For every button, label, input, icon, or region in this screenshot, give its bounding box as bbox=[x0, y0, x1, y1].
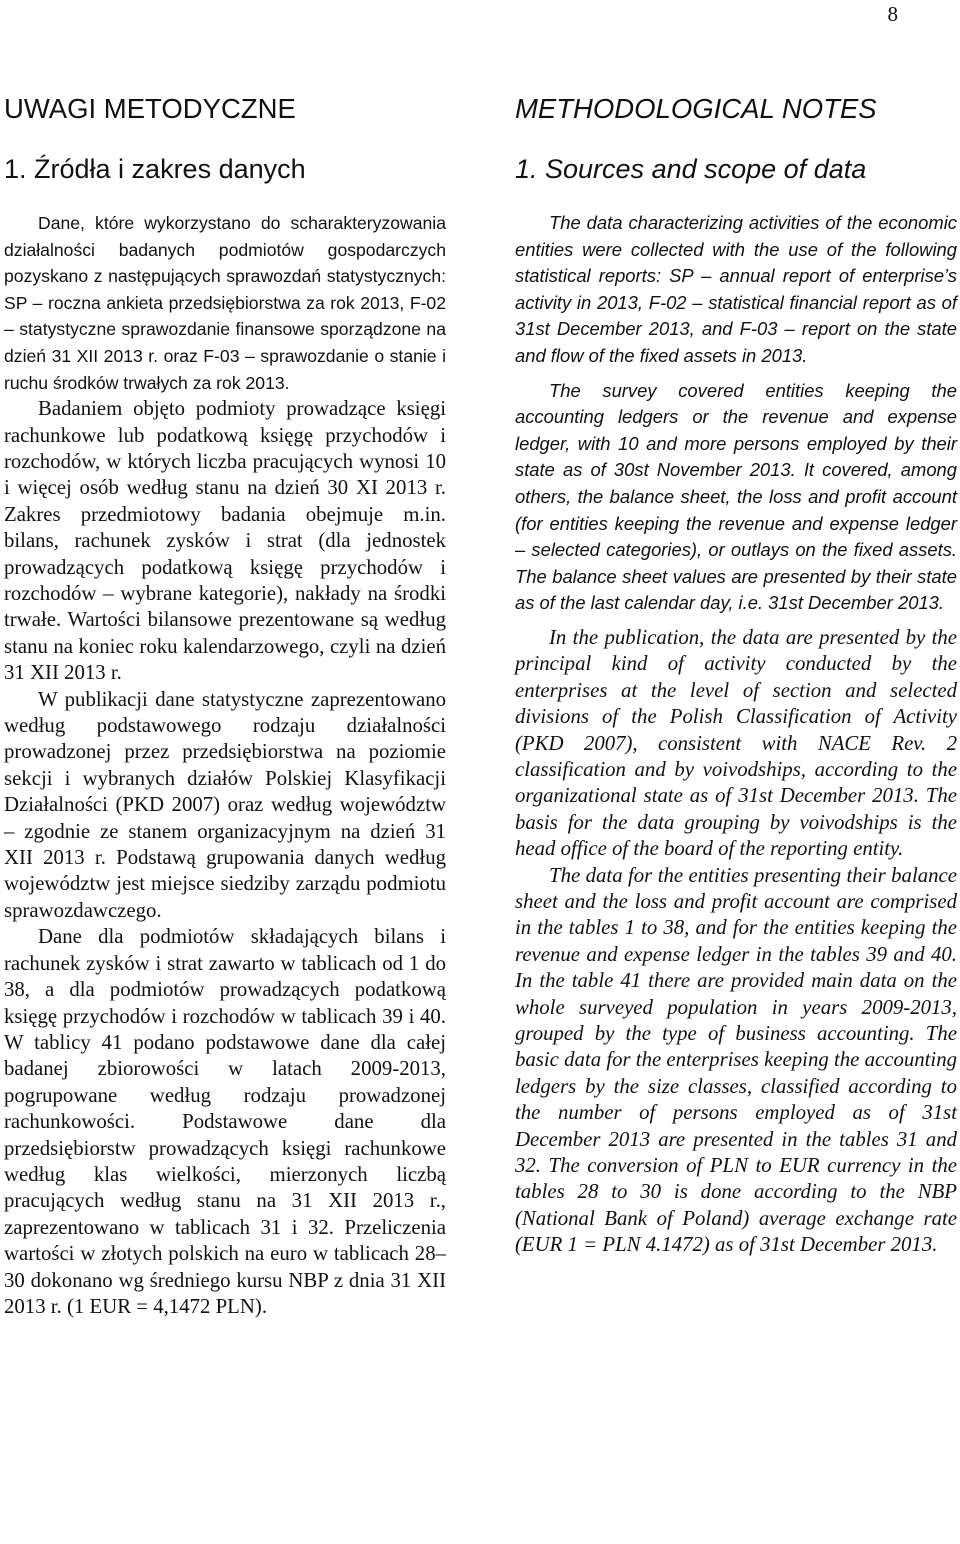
paragraph-tables: Dane dla podmiotów składających bilans i rachunek zysków i strat zawarto w tablicach od 1 do 38, a dla podmiotów prowadzących podatkową księgę przychodów i rozchodów w tablicach 39 i 40. W tablicy 41 podano podstawowe dane dla całej badanej zbiorowości w latach 2009-2013, pogrupowane według rodzaju prowadzonej rachunkowości. Podstawowe dane dla przedsiębiorstw prowadzących księgi rachunkowe według klas wielkości, mierzonych liczbą pracujących według stanu na 31 XII 2013 r., zaprezentowano w tablicach 31 i 32. Przeliczenia wartości w złotych polskich na euro w tablicach 28–30 dokonano wg średniego kursu NBP z dnia 31 XII 2013 r. (1 EUR = 4,1472 PLN). bbox=[4, 925, 446, 1318]
paragraph-survey-scope: Badaniem objęto podmioty prowadzące księgi rachunkowe lub podatkową księgę przychodów i rozchodów, w których liczba pracujących wynosi 10 i więcej osób według stanu na dzień 30 XI 2013 r. Zakres przedmiotowy badania obejmuje m.in. bilans, rachunek zysków i strat (dla jednostek prowadzących podatkową księgę przychodów i rozchodów – wybrane kategorie), nakłady na środki trwałe. Wartości bilansowe prezentowane są według stanu na koniec roku kalendarzowego, czyli na dzień 31 XII 2013 r. bbox=[4, 397, 446, 685]
paragraph-sources: The data characterizing activities of the economic entities were collected with the use of the following statistical reports: SP – annual report of enterprise’s activity in 2013, F-02 – statistical financial report as of 31st December 2013, and F-03 – report on the state and flow of the fixed assets in 2013. bbox=[515, 212, 957, 366]
subsection-heading: 1. Źródła i zakres danych bbox=[4, 154, 306, 184]
polish-column bbox=[4, 90, 446, 1320]
paragraph-sources: Dane, które wykorzystano do scharakteryzowania działalności badanych podmiotów gospodarczych pozyskano z następujących sprawozdań statystycznych: SP – roczna ankieta przedsiębiorstwa za rok 2013, F-02 – statystyczne sprawozdanie finansowe sporządzone na dzień 31 XII 2013 r. oraz F-03 – sprawozdanie o stanie i ruchu środków trwałych za rok 2013. bbox=[4, 213, 446, 393]
section-heading: UWAGI METODYCZNE bbox=[4, 93, 296, 124]
paragraph-classification: W publikacji dane statystyczne zaprezentowano według podstawowego rodzaju działalności prowadzonej przez przedsiębiorstwa na poziomie sekcji i wybranych działów Polskiej Klasyfikacji Działalności (PKD 2007) oraz według województw – zgodnie ze stanem organizacyjnym na dzień 31 XII 2013 r. Podstawą grupowania danych według województw jest miejsce siedziby zarządu podmiotu sprawozdawczego. bbox=[4, 687, 446, 922]
paragraph-tables: The data for the entities presenting their balance sheet and the loss and profit account are comprised in the tables 1 to 38, and for the entities keeping the revenue and expense ledger in the tables 39 and 40. In the table 41 there are provided main data on the whole surveyed population in years 2009-2013, grouped by the type of business accounting. The basic data for the enterprises keeping the accounting ledgers by the size classes, classified according to the number of persons employed as of 31st December 2013 are presented in the tables 31 and 32. The conversion of PLN to EUR currency in the tables 28 to 30 is done according to the NBP (National Bank of Poland) average exchange rate (EUR 1 = PLN 4.1472) as of 31st December 2013. bbox=[515, 863, 957, 1257]
subsection-heading: 1. Sources and scope of data bbox=[515, 154, 867, 184]
paragraph-classification: In the publication, the data are presented by the principal kind of activity conducted by the enterprises at the level of section and selected divisions of the Polish Classification of Activity (PKD 2007), consistent with NACE Rev. 2 classification and by voivodships, according to the organizational state as of 31st December 2013. The basis for the data grouping by voivodships is the head office of the board of the reporting entity. bbox=[515, 625, 957, 861]
english-column bbox=[515, 90, 957, 1259]
section-heading: METHODOLOGICAL NOTES bbox=[515, 93, 877, 124]
paragraph-survey-scope: The survey covered entities keeping the accounting ledgers or the revenue and expense ledger, with 10 and more persons employed by their state as of 30st November 2013. It covered, among others, the balance sheet, the loss and profit account (for entities keeping the revenue and expense ledger – selected categories), or outlays on the fixed assets. The balance sheet values are presented by their state as of the last calendar day, i.e. 31st December 2013. bbox=[515, 379, 957, 614]
page-number: 8 bbox=[887, 2, 898, 26]
